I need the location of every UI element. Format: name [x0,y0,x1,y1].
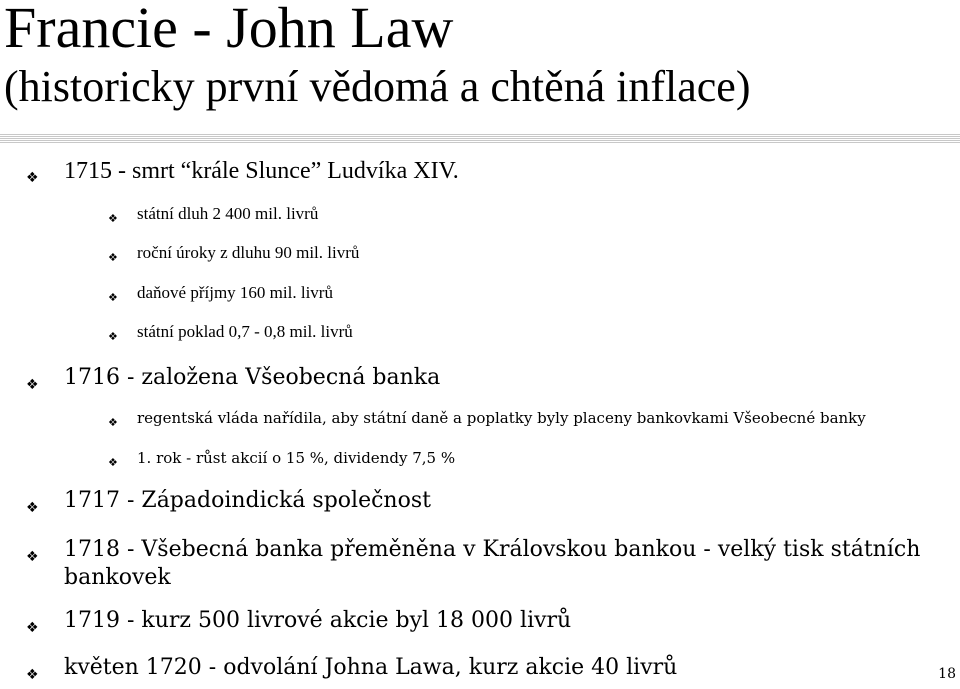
sub-list-item-text: regentská vláda nařídila, aby státní daně a poplatky byly placeny bankovkami Všeobecné banky [137,409,866,427]
diamond-bullet-icon: ❖ [26,549,39,565]
diamond-bullet-icon: ❖ [26,500,39,516]
diamond-bullet-icon: ❖ [26,377,39,393]
list-item-text: květen 1720 - odvolání Johna Lawa, kurz akcie 40 livrů [64,655,678,680]
diamond-bullet-icon: ❖ [108,330,118,343]
list-item-text: 1717 - Západoindická společnost [64,488,431,513]
diamond-bullet-icon: ❖ [108,456,118,469]
diamond-bullet-icon: ❖ [108,416,118,429]
diamond-bullet-icon: ❖ [108,251,118,264]
sub-list-item-text: 1. rok - růst akcií o 15 %, dividendy 7,5 % [137,449,456,467]
sub-list-item-text: státní poklad 0,7 - 0,8 mil. livrů [137,322,353,341]
page-number: 18 [938,666,956,682]
list-item-text: 1719 - kurz 500 livrové akcie byl 18 000 livrů [64,608,572,633]
sub-list-item-text: roční úroky z dluhu 90 mil. livrů [137,243,360,262]
title-divider [0,134,960,144]
list-item-text: 1718 - Všebecná banka přeměněna v Královskou bankou - velký tisk státních bankovek [64,537,921,590]
list-item-text: 1715 - smrt “krále Slunce” Ludvíka XIV. [64,158,459,184]
diamond-bullet-icon: ❖ [26,170,39,186]
slide-title: Francie - John Law [4,0,454,60]
slide-subtitle: (historicky první vědomá a chtěná inflace) [4,62,751,111]
diamond-bullet-icon: ❖ [108,291,118,304]
diamond-bullet-icon: ❖ [108,212,118,225]
list-item-text: 1716 - založena Všeobecná banka [64,365,441,390]
diamond-bullet-icon: ❖ [26,667,39,683]
sub-list-item-text: daňové příjmy 160 mil. livrů [137,283,333,302]
sub-list-item-text: státní dluh 2 400 mil. livrů [137,204,319,223]
diamond-bullet-icon: ❖ [26,620,39,636]
